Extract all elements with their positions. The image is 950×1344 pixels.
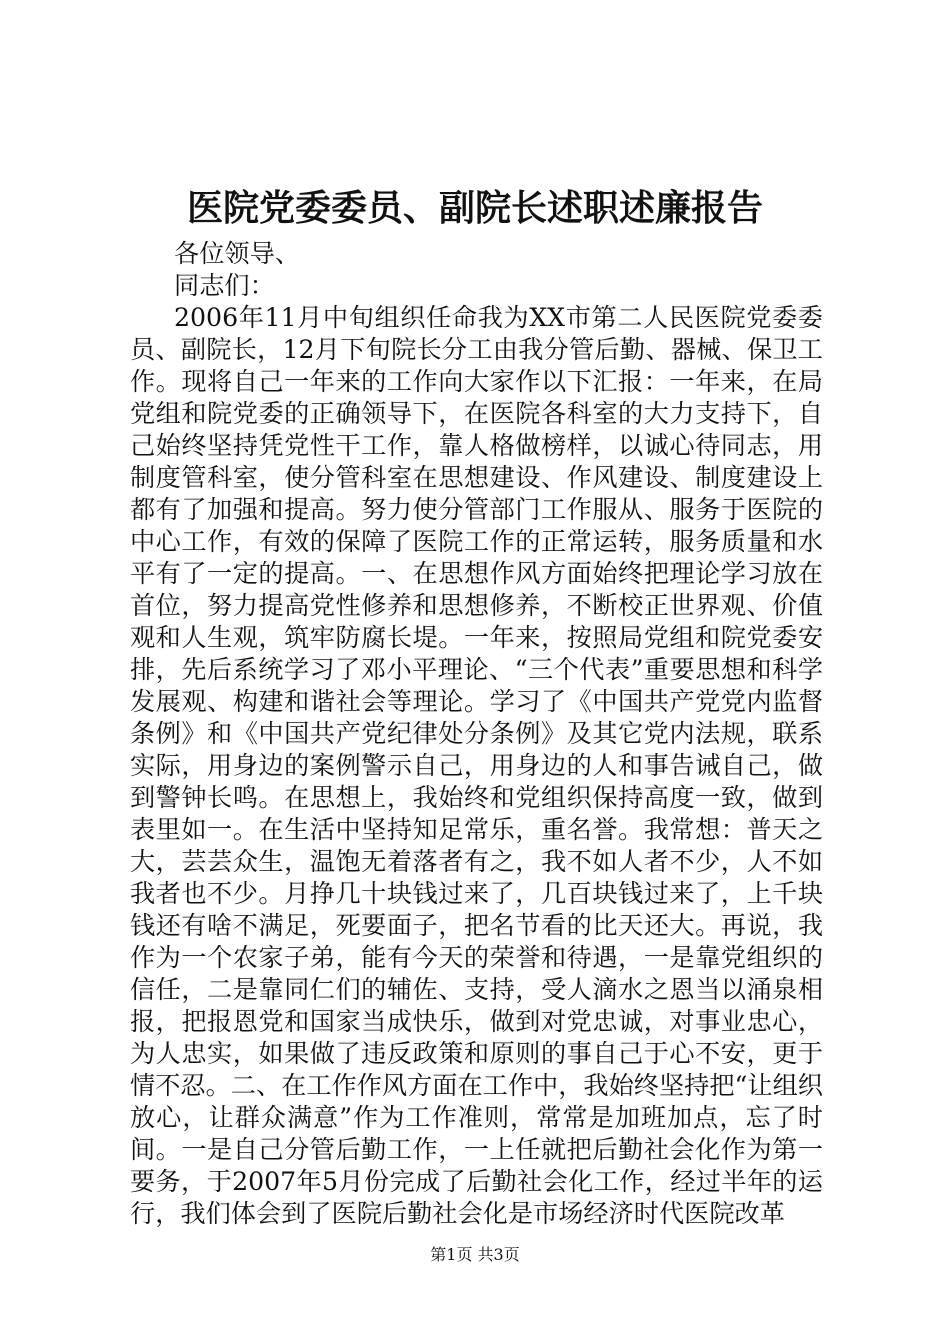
salutation-comrades: 同志们： (174, 271, 275, 300)
document-title: 医院党委委员、副院长述职述廉报告 (186, 187, 763, 229)
salutation-leaders: 各位领导、 (174, 239, 300, 268)
page-number-footer: 第1页 共3页 (430, 1245, 520, 1264)
document-body (130, 238, 823, 1230)
body-paragraph: 2006年11月中旬组织任命我为XX市第二人民医院党委委员、副院长，12月下旬院长分工由我分管后勤、器械、保卫工作。现将自己一年来的工作向大家作以下汇报：一年来，在局党组和院党委的正确领导下，在医院各科室的大力支持下，自己始终坚持凭党性干工作，靠人格做榜样，以诚心待同志，用制度管科室，使分管科室在思想建设、作风建设、制度建设上都有了加强和提高。努力使分管部门工作服从、服务于医院的中心工作，有效的保障了医院工作的正常运转，服务质量和水平有了一定的提高。一、在思想作风方面始终把理论学习放在首位，努力提高党性修养和思想修养，不断校正世界观、价值观和人生观，筑牢防腐长堤。一年来，按照局党组和院党委安排，先后系统学习了邓小平理论、“三个代表”重要思想和科学发展观、构建和谐社会等理论。学习了《中国共产党党内监督条例》和《中国共产党纪律处分条例》及其它党内法规，联系实际，用身边的案例警示自己，用身边的人和事告诫自己，做到警钟长鸣。在思想上，我始终和党组织保持高度一致，做到表里如一。在生活中坚持知足常乐，重名誉。我常想：普天之大，芸芸众生，温饱无着落者有之，我不如人者不少，人不如我者也不少。月挣几十块钱过来了，几百块钱过来了，上千块钱还有啥不满足，死要面子，把名节看的比天还大。再说，我作为一个农家子弟，能有今天的荣誉和待遇，一是靠党组织的信任，二是靠同仁们的辅佐、支持，受人滴水之恩当以涌泉相报，把报恩党和国家当成快乐，做到对党忠诚，对事业忠心，为人忠实，如果做了违反政策和原则的事自己于心不安，更于情不忍。二、在工作作风方面在工作中，我始终坚持把“让组织放心，让群众满意”作为工作准则，常常是加班加点，忘了时间。一是自己分管后勤工作，一上任就把后勤社会化作为第一要务，于2007年5月份完成了后勤社会化工作，经过半年的运行，我们体会到了医院后勤社会化是市场经济时代医院改革 (130, 303, 823, 1228)
